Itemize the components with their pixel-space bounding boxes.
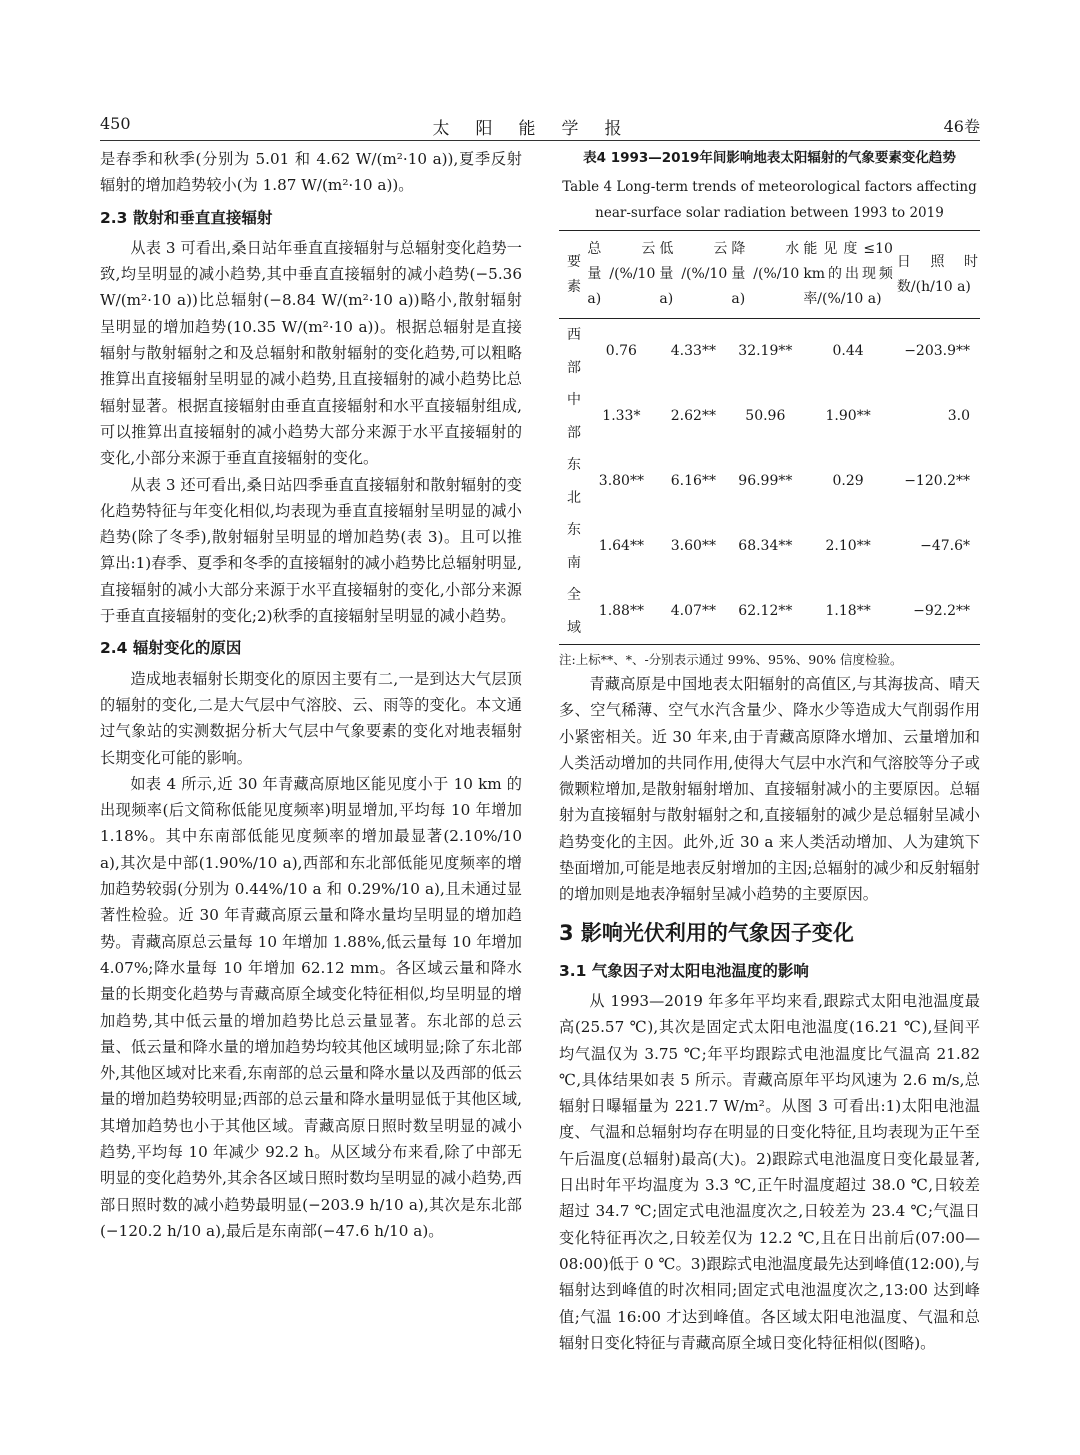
table-cell: 西部 xyxy=(567,327,581,376)
table-cell: 96.99** xyxy=(738,473,793,490)
column-header: 能见度≤10 km的出现频率/(%/10 a) xyxy=(803,241,893,307)
table-cell: 0.29 xyxy=(832,473,864,490)
data-table xyxy=(559,230,980,645)
table-cell: 4.33** xyxy=(670,343,716,360)
table-row xyxy=(559,449,980,514)
section-heading-2-4: 2.4 辐射变化的原因 xyxy=(100,639,242,658)
table-cell: 62.12** xyxy=(738,603,793,620)
volume-label: 46卷 xyxy=(943,117,980,136)
table-caption-zh: 表4 1993—2019年间影响地表太阳辐射的气象要素变化趋势 xyxy=(583,150,956,166)
right-column xyxy=(559,146,980,1356)
left-column xyxy=(100,146,522,1244)
table-cell: 1.90** xyxy=(825,408,871,425)
table-cell: 1.88** xyxy=(598,603,644,620)
paragraph: 是春季和秋季(分别为 5.01 和 4.62 W/(m²·10 a)),夏季反射辐射的增加趋势较小(为 1.87 W/(m²·10 a))。 xyxy=(100,150,522,195)
paragraph: 青藏高原是中国地表太阳辐射的高值区,与其海拔高、晴天多、空气稀薄、空气水汽含量少、降水少等造成大气削弱作用小紧密相关。近 30 年来,由于青藏高原降水增加、云量增加和人类活动增加的共同作用,使得大气层中水汽和气溶胶等分子或微颗粒增加,是散射辐射增加、直接辐射减小的主要原因。总辐射为直接辐射与散射辐射之和,直接辐射的减少是总辐射呈减小趋势变化的主因。此外,近 30 a 来人类活动增加、人为建筑下垫面增加,可能是地表反射增加的主因;总辐射的减少和反射辐射的增加则是地表净辐射呈减小趋势的主要原因。 xyxy=(559,675,980,904)
table-cell: −47.6* xyxy=(920,538,970,555)
paragraph: 如表 4 所示,近 30 年青藏高原地区能见度小于 10 km 的出现频率(后文简称低能见度频率)明显增加,平均每 10 年增加 1.18%。其中东南部低能见度频率的增加最显著(2.10%/10 a),其次是中部(1.90%/10 a),西部和东北部低能见度频率的增加趋势较弱(分别为 0.44%/10 a 和 0.29%/10 a),且未通过显著性检验。近 30 年青藏高原云量和降水量均呈明显的增加趋势。青藏高原总云量每 10 年增加 1.88%,低云量每 10 年增加 4.07%;降水量每 10 年增加 62.12 mm。各区域云量和降水量的长期变化趋势与青藏高原全域变化特征相似,均呈明显的增加趋势,其中低云量的增加趋势比总云量显著。东北部的总云量、低云量和降水量的增加趋势均较其他区域明显;除了东北部外,其他区域对比来看,东南部的总云量和降水量以及西部的低云量的增加趋势较明显;西部的总云量和降水量明显低于其他区域,其增加趋势也小于其他区域。青藏高原日照时数呈明显的减小趋势,平均每 10 年减少 92.2 h。从区域分布来看,除了中部无明显的变化趋势外,其余各区域日照时数均呈明显的减小趋势,西部日照时数的减小趋势最明显(−203.9 h/10 a),其次是东北部(−120.2 h/10 a),最后是东南部(−47.6 h/10 a)。 xyxy=(100,774,522,1240)
paragraph: 从表 3 可看出,桑日站年垂直直接辐射与总辐射变化趋势一致,均呈明显的减小趋势,其中垂直直接辐射的减小趋势(−5.36 W/(m²·10 a))比总辐射(−8.84 W/(m²·10 a))略小,散射辐射呈明显的增加趋势(10.35 W/(m²·10 a))。根据总辐射是直接辐射与散射辐射之和及总辐射和散射辐射的变化趋势,可以粗略推算出直接辐射呈明显的减小趋势,且直接辐射的减小趋势比总辐射显著。根据直接辐射由垂直直接辐射和水平直接辐射组成,可以推算出直接辐射的减小趋势大部分来源于水平直接辐射的变化,小部分来源于垂直直接辐射的变化。 xyxy=(100,238,522,468)
table-cell: 全域 xyxy=(567,587,581,636)
table-row xyxy=(559,579,980,645)
table-cell: 0.76 xyxy=(605,343,637,360)
running-header xyxy=(100,112,980,141)
table-cell: 3.60** xyxy=(670,538,716,555)
table-note: 注:上标**、*、-分别表示通过 99%、95%、90% 信度检验。 xyxy=(559,652,903,667)
table-cell: 东北 xyxy=(567,457,581,506)
table-cell: 3.80** xyxy=(598,473,644,490)
table-header-row xyxy=(559,231,980,319)
section-heading-3-1: 3.1 气象因子对太阳电池温度的影响 xyxy=(559,961,809,980)
table-4 xyxy=(559,146,980,671)
table-caption-en: Table 4 Long-term trends of meteorological factors affecting near-surface solar radiation between 1993 to 2019 xyxy=(562,179,977,221)
column-header: 日照时数/(h/10 a) xyxy=(896,253,978,295)
page-number: 450 xyxy=(100,114,131,133)
table-cell: 3.0 xyxy=(947,408,970,425)
paragraph: 造成地表辐射长期变化的原因主要有二,一是到达大气层顶的辐射的变化,二是大气层中气溶胶、云、雨等的变化。本文通过气象站的实测数据分析大气层中气象要素的变化对地表辐射长期变化可能的影响。 xyxy=(100,669,522,767)
section-heading-2-3: 2.3 散射和垂直直接辐射 xyxy=(100,208,273,227)
table-cell: −120.2** xyxy=(904,473,970,490)
table-cell: 中部 xyxy=(567,392,581,441)
table-cell: 2.10** xyxy=(825,538,871,555)
table-cell: 50.96 xyxy=(745,408,786,425)
table-cell: −92.2** xyxy=(913,603,970,620)
table-cell: 2.62** xyxy=(670,408,716,425)
table-row xyxy=(559,384,980,449)
table-cell: 东南 xyxy=(567,522,581,571)
table-cell: 6.16** xyxy=(670,473,716,490)
journal-title: 太阳能学报 xyxy=(432,119,648,139)
paragraph: 从 1993—2019 年多年平均来看,跟踪式太阳电池温度最高(25.57 ℃),其次是固定式太阳电池温度(16.21 ℃),昼间平均气温仅为 3.75 ℃;年平均跟踪式电池温度比气温高 21.82 ℃,具体结果如表 5 所示。青藏高原年平均风速为 2.6 m/s,总辐射日曝辐量为 221.7 W/m²。从图 3 可看出:1)太阳电池温度、气温和总辐射均存在明显的日变化特征,且均表现为正午至午后温度(总辐射)最高(大)。2)跟踪式电池温度日变化最显著,日出时年平均温度为 3.3 ℃,正午时温度超过 38.0 ℃,日较差超过 34.7 ℃;固定式电池温度次之,日较差为 23.4 ℃;气温日变化特征再次之,日较差仅为 12.2 ℃,且在日出前后(07:00—08:00)低于 0 ℃。3)跟踪式电池温度最先达到峰值(12:00),与辐射达到峰值的时次相同;固定式电池温度次之,13:00 达到峰值;气温 16:00 才达到峰值。各区域太阳电池温度、气温和总辐射日变化特征与青藏高原全域日变化特征相似(图略)。 xyxy=(559,991,980,1352)
column-header: 低云量/(%/10 a) xyxy=(659,241,728,307)
table-cell: 32.19** xyxy=(738,343,793,360)
table-cell: −203.9** xyxy=(904,343,970,360)
section-heading-3: 3 影响光伏利用的气象因子变化 xyxy=(559,920,854,945)
column-header: 降水量/(%/10 a) xyxy=(731,241,800,307)
column-header: 总云量/(%/10 a) xyxy=(587,241,656,307)
table-row xyxy=(559,514,980,579)
table-row xyxy=(559,319,980,385)
table-cell: 1.18** xyxy=(825,603,871,620)
table-cell: 0.44 xyxy=(832,343,864,360)
paragraph: 从表 3 还可看出,桑日站四季垂直直接辐射和散射辐射的变化趋势特征与年变化相似,均表现为垂直直接辐射呈明显的减小趋势(除了冬季),散射辐射呈明显的增加趋势(表 3)。且可以推算出:1)春季、夏季和冬季的直接辐射的减小趋势比总辐射明显,直接辐射的减小大部分来源于水平直接辐射的变化,小部分来源于垂直直接辐射的变化;2)秋季的直接辐射呈明显的减小趋势。 xyxy=(100,475,522,626)
table-cell: 1.33* xyxy=(602,408,641,425)
column-header: 要素 xyxy=(567,253,581,295)
table-cell: 4.07** xyxy=(670,603,716,620)
table-cell: 1.64** xyxy=(598,538,644,555)
table-cell: 68.34** xyxy=(738,538,793,555)
